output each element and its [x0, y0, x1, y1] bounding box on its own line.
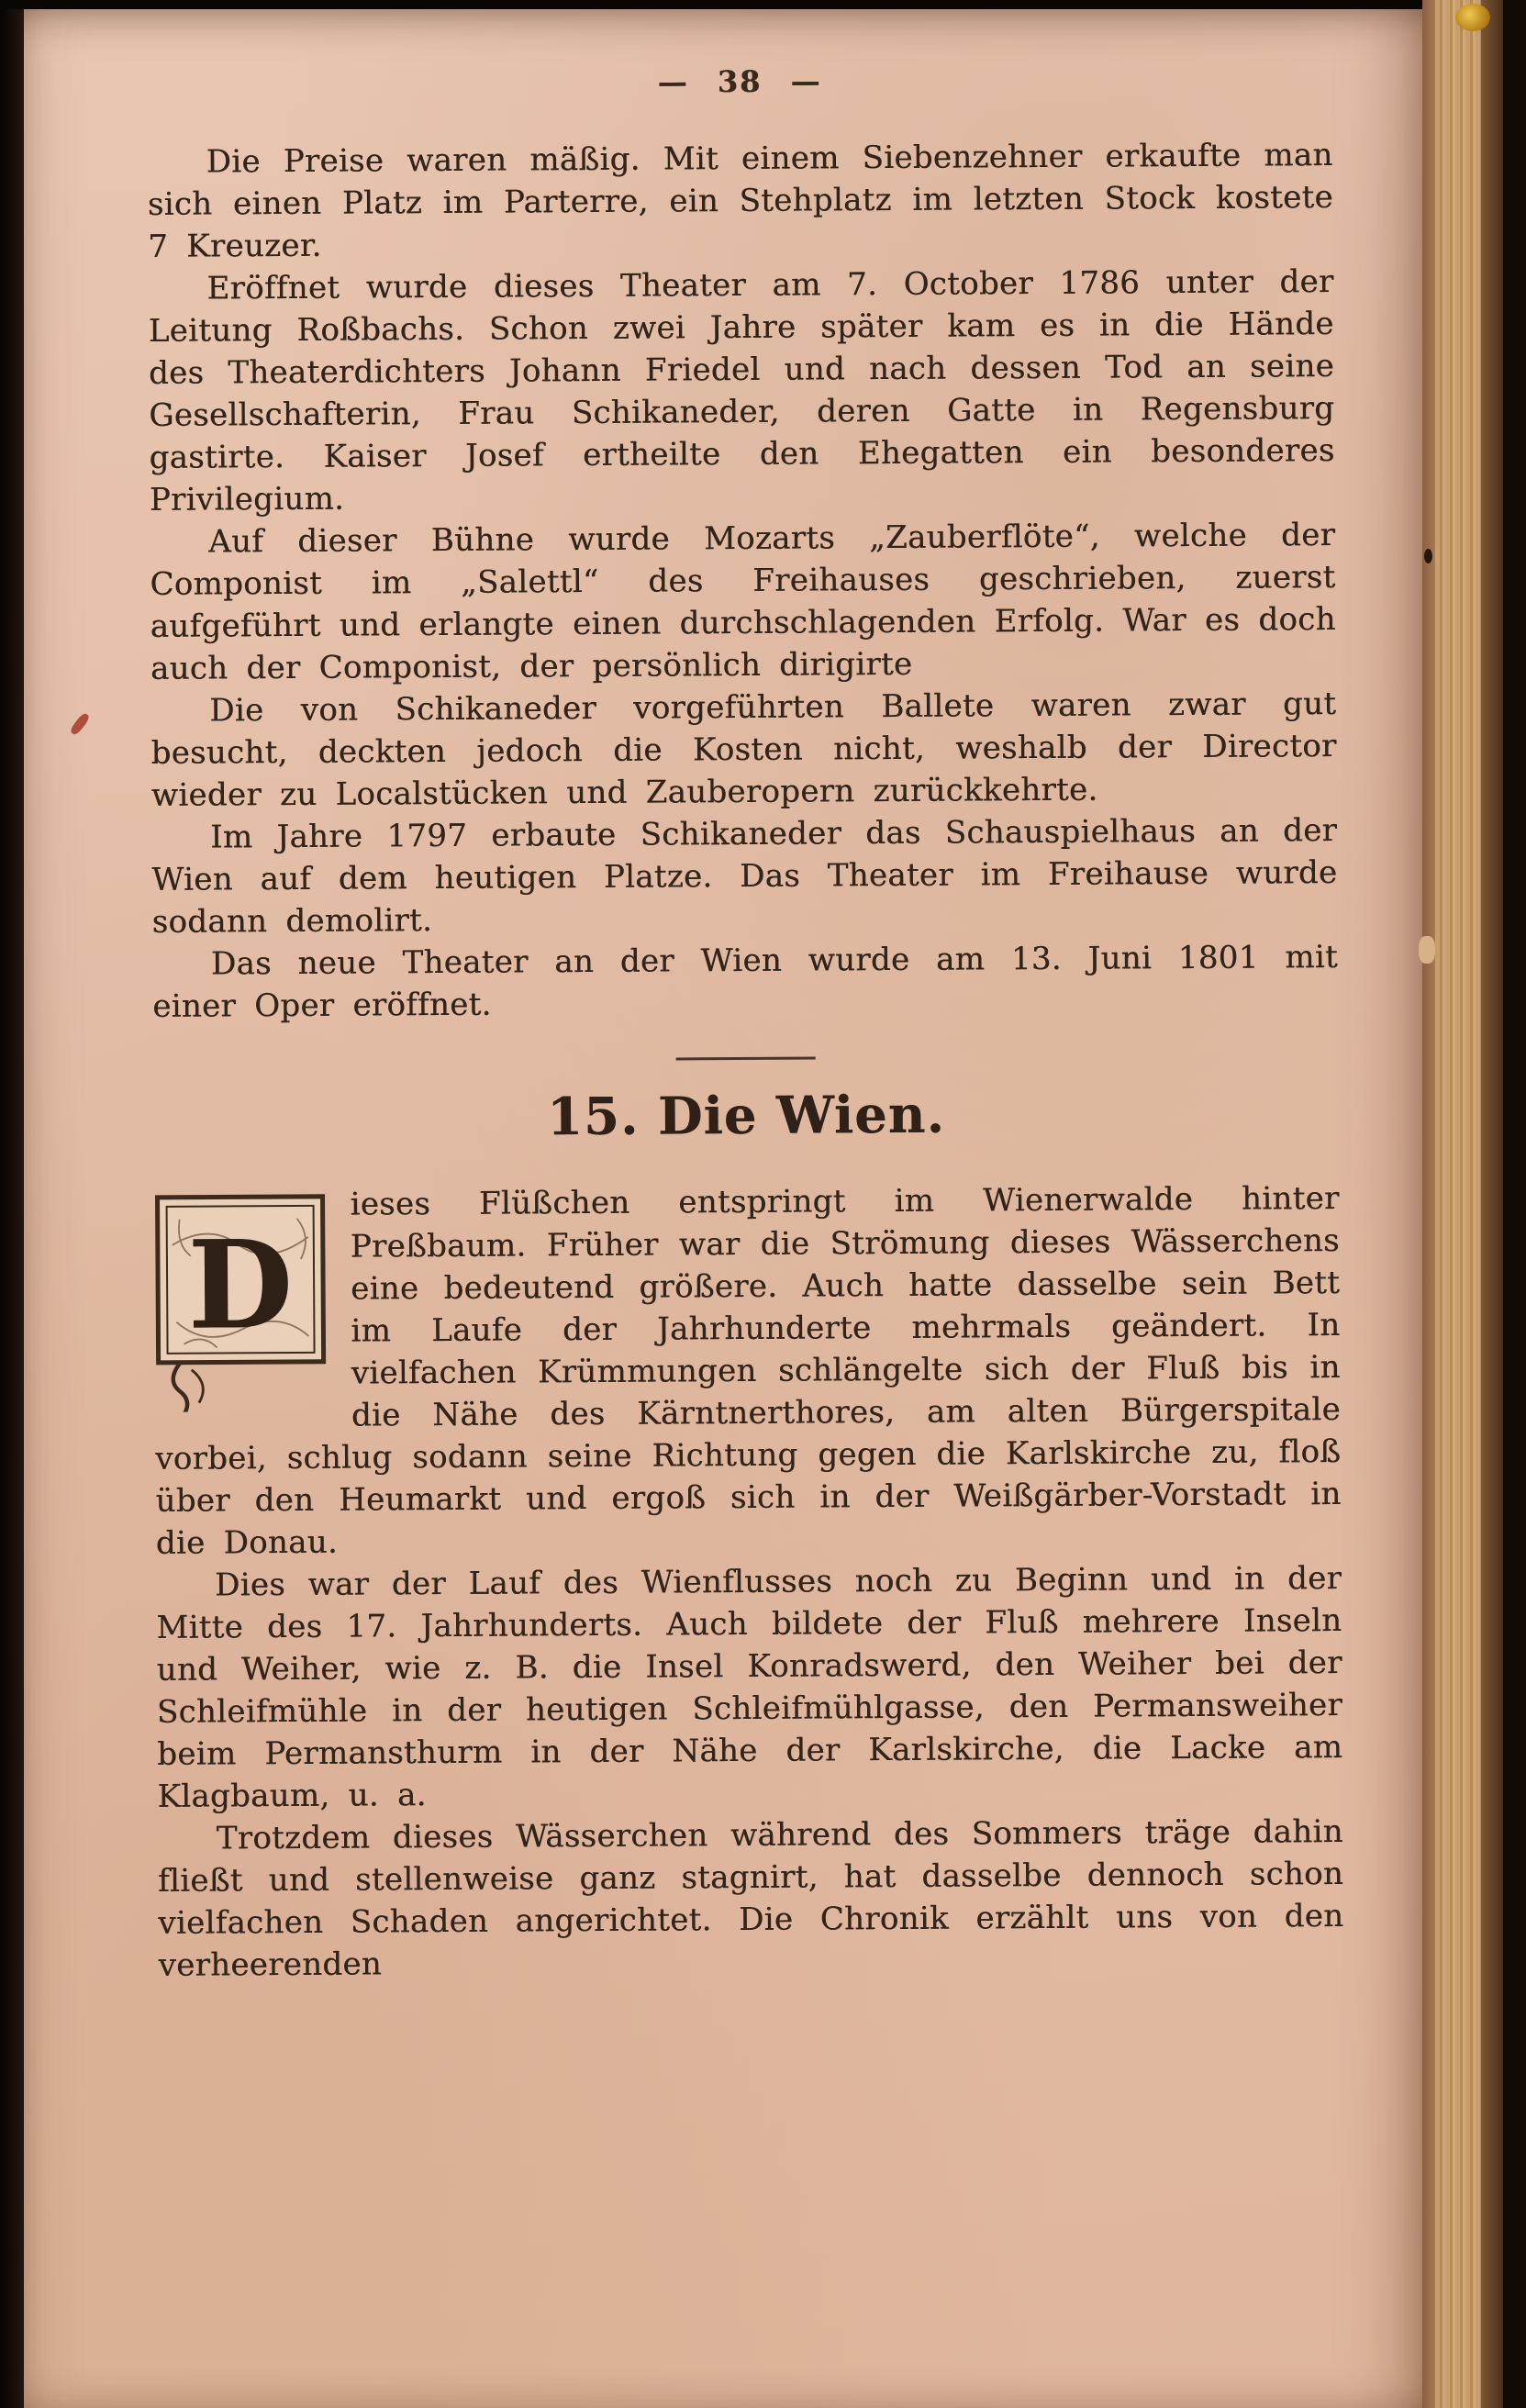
paper-speck	[1424, 549, 1432, 563]
page-curl-groove	[1422, 0, 1435, 2408]
book-fore-edge	[1435, 0, 1481, 2408]
binding-shadow-left	[0, 0, 24, 2408]
section-paragraph-text: ieses Flüßchen entspringt im Wienerwalde hinter Preßbaum. Früher war die Strömung dieses Wässerchens eine bedeutend größere. Auch hatte dasselbe sein Bett im Laufe der Jahrhunderte mehrmals geändert. In vielfachen Krümmungen schlängelte sich der Fluß bis in die Nähe des Kärntnerthores, am alten Bürgerspitale vorbei, schlug sodann seine Richtung gegen die Karlskirche zu, floß über den Heumarkt und ergoß sich in der Weißgärber-Vorstadt in die Donau.	[155, 1180, 1342, 1562]
body-paragraph: Die von Schikaneder vorgeführten Ballete waren zwar gut besucht, deckten jedoch die Kosten nicht, weshalb der Director wieder zu Localstücken und Zauberopern zurückkehrte.	[150, 686, 1337, 814]
fore-edge-notch	[1419, 936, 1435, 964]
section-heading: 15. Die Wien.	[546, 1084, 946, 1148]
book-edge-dark	[1481, 0, 1503, 2408]
dropcap-letter: D	[187, 1213, 295, 1357]
page-content	[147, 61, 1344, 1987]
section-paragraph: Dies war der Lauf des Wienflusses noch zu Beginn und in der Mitte des 17. Jahrhunderts. Auch bildete der Fluß mehrere Inseln und Weiher, wie z. B. die Insel Konradswerd, den Weiher bei der Schleifmühle in der heutigen Schleifmühlgasse, den Permansweiher beim Permansthurm in der Nähe der Karlskirche, die Lacke am Klagbaum, u. a.	[156, 1560, 1343, 1815]
page-number: — 38 —	[657, 63, 822, 100]
body-paragraph: Im Jahre 1797 erbaute Schikaneder das Schauspielhaus an der Wien auf dem heutigen Platze. Das Theater im Freihause wurde sodann demolirt.	[151, 812, 1338, 941]
ornamental-initial	[154, 1193, 328, 1412]
ornamental-initial-art	[154, 1193, 328, 1412]
book-page	[24, 9, 1422, 2408]
gilt-spot	[1455, 4, 1490, 31]
section-paragraph: Trotzdem dieses Wässerchen während des Sommers träge dahin fließt und stellenweise ganz stagnirt, hat dasselbe dennoch schon vielfachen Schaden angerichtet. Die Chronik erzählt uns von den verheerenden	[157, 1813, 1344, 1984]
body-paragraph: Eröffnet wurde dieses Theater am 7. October 1786 unter der Leitung Roßbachs. Schon zwei Jahre später kam es in die Hände des Theaterdichters Johann Friedel und nach dessen Tod an seine Gesellschafterin, Frau Schikaneder, deren Gatte in Regensburg gastirte. Kaiser Josef ertheilte den Ehegatten ein besonderes Privilegium.	[148, 263, 1335, 518]
scan-edge-right	[1503, 0, 1526, 2408]
section-paragraph	[153, 1177, 1342, 1565]
body-paragraph: Die Preise waren mäßig. Mit einem Siebenzehner erkaufte man sich einen Platz im Parterre, ein Stehplatz im letzten Stock kostete 7 Kreuzer.	[147, 137, 1334, 265]
red-pen-mark	[69, 712, 91, 737]
vine-flourish	[173, 1363, 192, 1412]
body-paragraph: Das neue Theater an der Wien wurde am 13. Juni 1801 mit einer Oper eröffnet.	[152, 939, 1339, 1025]
body-paragraph: Auf dieser Bühne wurde Mozarts „Zauberflöte“, welche der Componist im „Salettl“ des Freihauses geschrieben, zuerst aufgeführt und erlangte einen durchschlagenden Erfolg. War es doch auch der Componist, der persönlich dirigirte	[150, 517, 1336, 687]
scan-edge-top	[0, 0, 1526, 9]
section-divider	[676, 1057, 816, 1061]
